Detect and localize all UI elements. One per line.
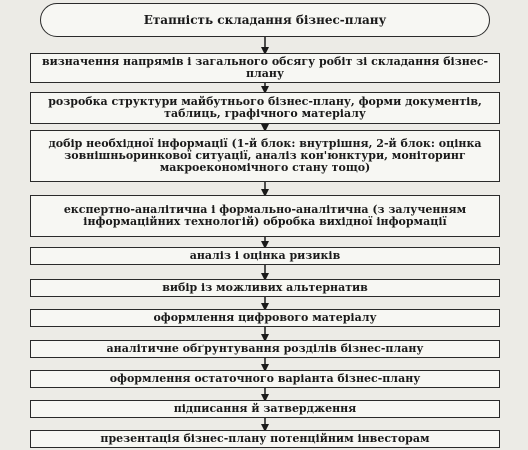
step-3-text: добір необхідної інформації (1-й блок: внутрішня, 2-й блок: оцінка зовнішньоринкової ситуації, аналіз кон'юнктури, моніторинг макроекономічного стану тощо) [48,137,482,174]
diagram-title [40,3,490,37]
step-1-box [30,53,500,83]
step-9-text: оформлення остаточного варіанта бізнес-плану [109,372,421,385]
diagram-title-text: Етапність складання бізнес-плану [143,13,387,27]
step-6-text: вибір із можливих альтернатив [162,281,368,294]
step-2-box [30,92,500,124]
step-8-box [30,340,500,358]
step-11-text: презентація бізнес-плану потенційним інвесторам [100,432,430,445]
step-4-text: експертно-аналітична і формально-аналітична (з залученням інформаційних технологій) обробка вихідної інформації [63,203,467,228]
step-1-text: визначення напрямів і загального обсягу робіт зі складання бізнес-плану [41,55,489,80]
step-5-box [30,247,500,265]
step-2-text: розробка структури майбутнього бізнес-плану, форми документів, таблиць, графічного матеріалу [48,95,482,120]
step-9-box [30,370,500,388]
step-5-text: аналіз і оцінка ризиків [189,249,341,262]
step-10-box [30,400,500,418]
step-11-box [30,430,500,448]
step-4-box [30,195,500,237]
step-7-box [30,309,500,327]
step-6-box [30,279,500,297]
step-3-box [30,130,500,182]
step-8-text: аналітичне обґрунтування розділів бізнес-плану [106,342,424,355]
step-7-text: оформлення цифрового матеріалу [153,311,377,324]
step-10-text: підписання й затвердження [173,402,357,415]
